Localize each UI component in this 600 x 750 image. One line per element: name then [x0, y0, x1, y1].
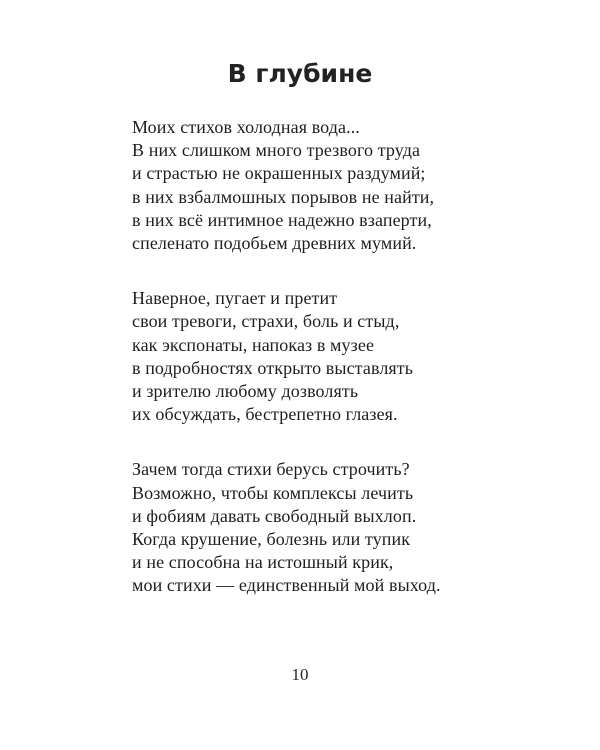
- poem-line: и не способна на истошный крик,: [132, 552, 394, 573]
- poem-line: Моих стихов холодная вода...: [132, 117, 360, 137]
- poem-line: свои тревоги, страхи, боль и стыд,: [132, 311, 400, 332]
- stanza-3: [132, 458, 572, 597]
- poem-body: [132, 116, 572, 630]
- poem-line: как экспонаты, напоказ в музее: [132, 334, 375, 355]
- poem-line: их обсуждать, бестрепетно глазея.: [132, 404, 398, 425]
- poem-line: В них слишком много трезвого труда: [132, 140, 421, 161]
- poem-line: Возможно, чтобы комплексы лечить: [132, 482, 414, 503]
- poem-line: в них взбалмошных порывов не найти,: [132, 186, 435, 207]
- stanza-1: [132, 116, 572, 255]
- poem-line: в них всё интимное надежно взаперти,: [132, 209, 432, 230]
- poem-line: спеленато подобьем древних мумий.: [132, 233, 417, 254]
- poem-line: Зачем тогда стихи берусь строчить?: [132, 459, 410, 480]
- stanza-2: [132, 287, 572, 426]
- poem-line: и зрителю любому дозволять: [132, 381, 359, 402]
- poem-line: Когда крушение, болезнь или тупик: [132, 529, 411, 550]
- page-number: 10: [291, 665, 309, 684]
- poem-line: мои стихи — единственный мой выход.: [132, 575, 441, 596]
- poem-line: и фобиям давать свободный выхлоп.: [132, 505, 417, 526]
- poem-title: В глубине: [227, 59, 373, 88]
- poem-line: и страстью не окрашенных раздумий;: [132, 163, 426, 184]
- poem-line: Наверное, пугает и претит: [132, 288, 338, 309]
- poem-line: в подробностях открыто выставлять: [132, 357, 414, 378]
